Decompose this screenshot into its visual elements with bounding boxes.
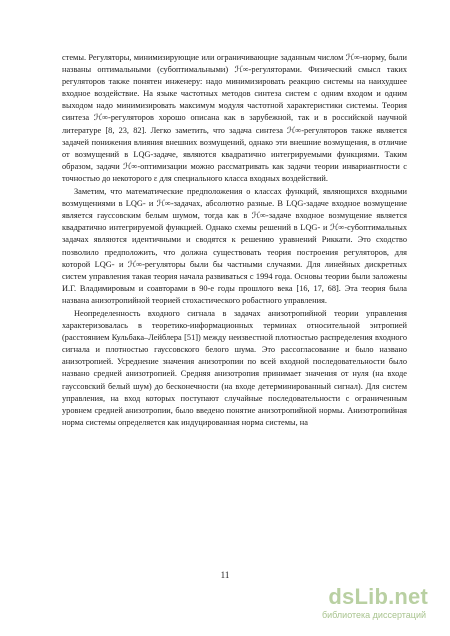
watermark (288, 584, 428, 624)
page-number: 11 (220, 570, 230, 580)
watermark-logo: dsLib.net (328, 584, 428, 609)
watermark-subtitle: библиотека диссертаций (321, 610, 426, 620)
paragraph-2: Заметим, что математические предположения о классах функций, являющихся входными возмущениями в LQG- и ℋ∞-задачах, абсолютно разные. В LQG-задаче входное возмущение является гауссовским белым шумом, тогда как в ℋ∞-задаче входное возмущение является квадратично интегрируемой функцией. Однако схемы решений в LQG- и ℋ∞-субоптимальных задачах являются идентичными и сводятся к решению уравнений Риккати. Это сходство позволило предположить, что должна существовать теория построения регуляторов, для которой LQG- и ℋ∞-регуляторы были бы частными случаями. Для линейных дискретных систем управления такая теория начала развиваться с 1994 года. Основы теории были заложены И.Г. Владимировым и соавторами в 90-е годы прошлого века [16, 17, 68]. Эта теория была названа анизотропийной теорией стохастического робастного управления. (62, 187, 407, 305)
paragraph-1: стемы. Регуляторы, минимизирующие или ограничивающие заданным числом ℋ∞-норму, были названы оптимальными (субоптимальными) ℋ∞-регуляторами. Физический смысл таких регуляторов также понятен инженеру: надо минимизировать реакцию системы на наихудшее входное воздействие. На языке частотных методов синтеза систем с одним входом и одним выходом надо минимизировать максимум модуля частотной характеристики системы. Теория синтеза ℋ∞-регуляторов хорошо описана как в зарубежной, так и в российской научной литературе [8, 23, 82]. Легко заметить, что задача синтеза ℋ∞-регуляторов также является задачей понижения влияния внешних возмущений, однако эти внешние возмущения, в отличие от возмущений в LQG-задаче, являются квадратично интегрируемыми функциями. Таким образом, задачи ℋ∞-оптимизации можно рассматривать как задачи теории инвариантности с точностью до некоторого ε для специального класса входных воздействий. (62, 53, 407, 183)
body-text (62, 52, 407, 429)
paragraph-3: Неопределенность входного сигнала в задачах анизотропийной теории управления характеризовалась в теоретико-информационных терминах относительной энтропией (расстоянием Кульбака–Лейблера [51]) между неизвестной плотностью распределения входного сигнала и плотностью гауссовского белого шума. Это рассогласование и было названо анизотропией. Усреднение значения анизотропии по всей входной последовательности было названо средней анизотропией. Средняя анизотропия принимает значения от нуля (на входе гауссовский белый шум) до бесконечности (на входе детерминированный сигнал). Для систем управления, на вход которых поступают случайные последовательности с ограниченным уровнем средней анизотропии, было введено понятие анизотропийной нормы. Анизотропийная норма системы определяется как индуцированная норма системы, на (62, 308, 407, 427)
